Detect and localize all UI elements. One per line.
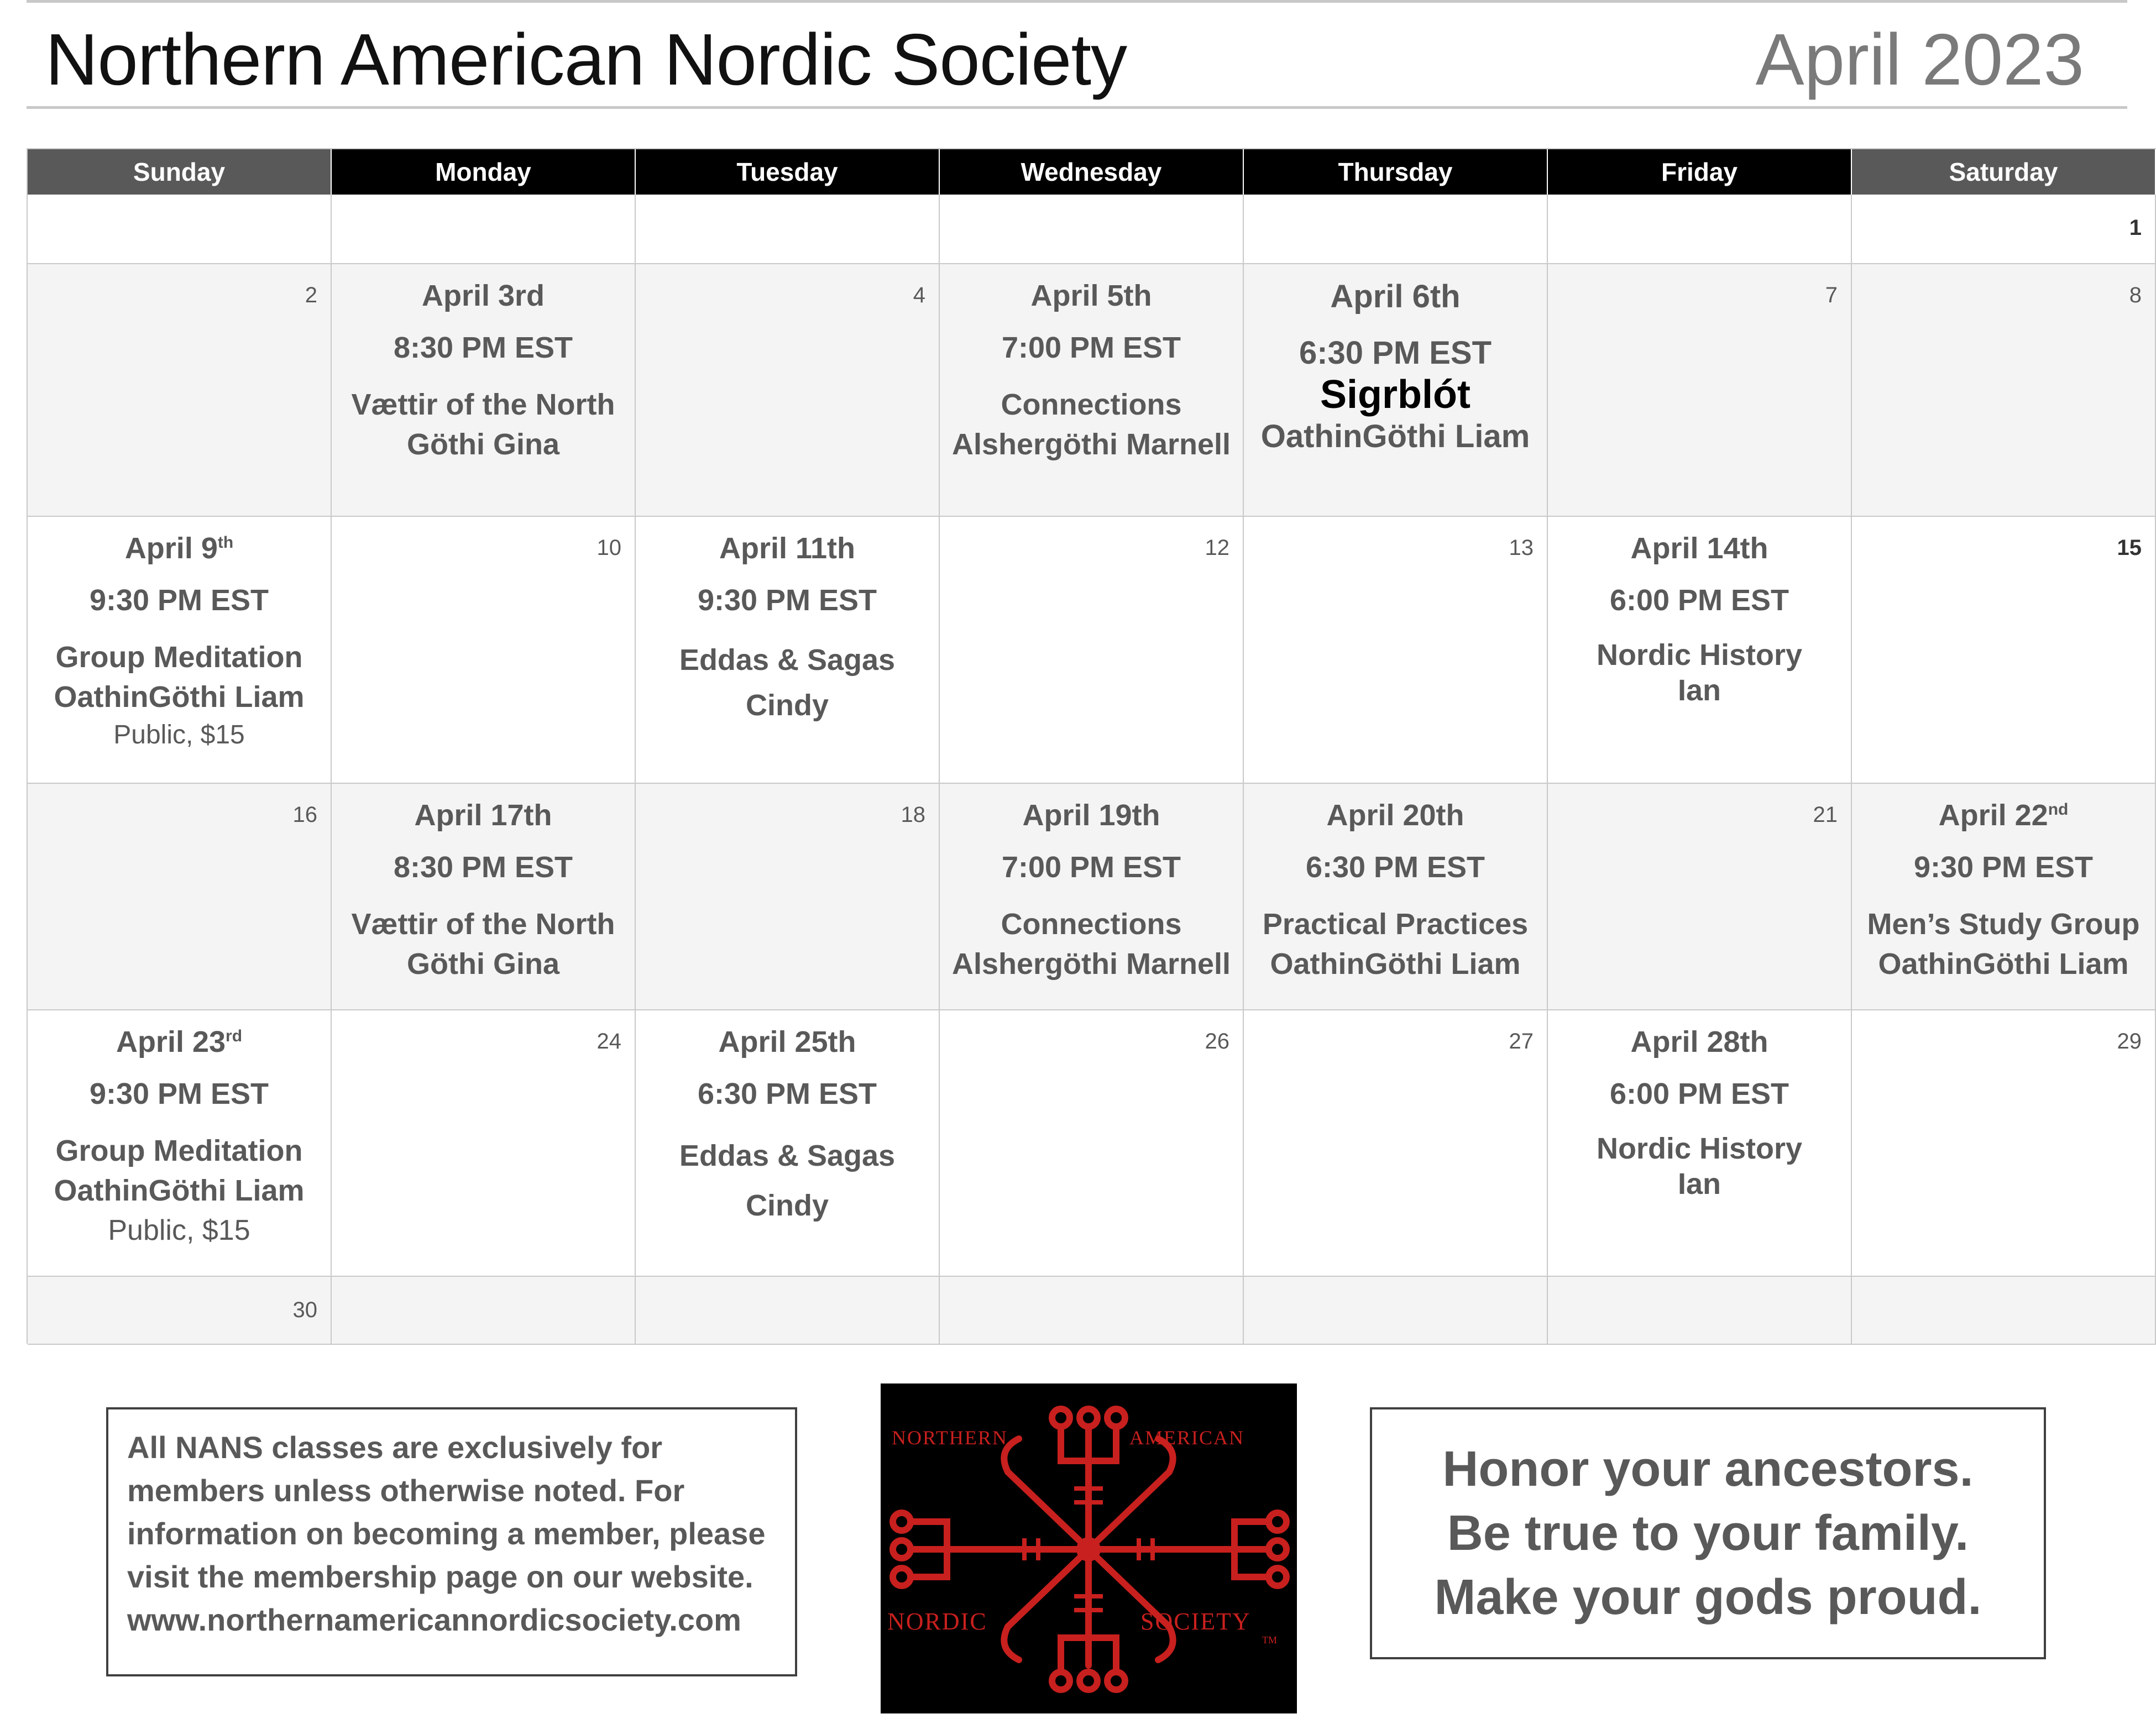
day-number: 2 bbox=[305, 283, 317, 307]
month-title: April 2023 bbox=[1755, 19, 2084, 100]
event-apr17 bbox=[332, 800, 635, 984]
motto-line: Be true to your family. bbox=[1447, 1506, 1969, 1561]
day-number: 4 bbox=[913, 283, 925, 307]
event-class: Practical Practices bbox=[1262, 908, 1529, 941]
event-apr28 bbox=[1548, 1027, 1851, 1202]
day-number: 10 bbox=[596, 536, 621, 560]
day-cell-6 bbox=[1244, 264, 1548, 517]
event-teacher: Alshergöthi Marnell bbox=[951, 428, 1231, 461]
membership-notice bbox=[106, 1407, 797, 1676]
page-title: Northern American Nordic Society bbox=[45, 19, 1127, 100]
logo-text-nordic: NORDIC bbox=[887, 1608, 987, 1635]
event-class: Nordic History bbox=[1596, 638, 1803, 672]
day-cell-1 bbox=[1852, 195, 2156, 264]
day-cell-11 bbox=[636, 517, 940, 784]
event-time: 7:00 PM EST bbox=[1001, 331, 1181, 364]
event-time: 8:30 PM EST bbox=[393, 851, 573, 884]
event-apr5 bbox=[940, 281, 1243, 464]
event-time: 9:30 PM EST bbox=[89, 1077, 269, 1110]
day-cell-25 bbox=[636, 1010, 940, 1277]
day-number: 12 bbox=[1205, 536, 1229, 560]
event-teacher: OathinGöthi Liam bbox=[54, 1174, 305, 1207]
event-date: April 22nd bbox=[1938, 799, 2069, 832]
day-number: 29 bbox=[2117, 1029, 2142, 1054]
day-cell-2 bbox=[28, 264, 332, 517]
day-cell-18 bbox=[636, 784, 940, 1010]
event-note: Public, $15 bbox=[108, 1214, 250, 1246]
day-cell-17 bbox=[332, 784, 636, 1010]
event-teacher: Cindy bbox=[745, 689, 829, 722]
logo-trademark: TM bbox=[1262, 1634, 1277, 1645]
event-class: Connections bbox=[1001, 388, 1182, 421]
calendar-grid bbox=[27, 148, 2156, 1344]
event-date: April 25th bbox=[718, 1025, 856, 1058]
event-class: Group Meditation bbox=[55, 1134, 303, 1167]
event-class: Group Meditation bbox=[55, 641, 303, 674]
notice-line: information on becoming a member, please bbox=[127, 1516, 766, 1551]
event-teacher: OathinGöthi Liam bbox=[1878, 947, 2129, 981]
event-date: April 5th bbox=[1030, 279, 1152, 312]
day-number: 7 bbox=[1825, 283, 1838, 307]
event-apr20 bbox=[1244, 800, 1547, 984]
event-class: Connections bbox=[1001, 908, 1182, 941]
day-cell-empty bbox=[1548, 195, 1852, 264]
title-rule bbox=[27, 106, 2127, 109]
day-number: 8 bbox=[2129, 283, 2142, 307]
day-cell-empty bbox=[1244, 195, 1548, 264]
event-time: 6:00 PM EST bbox=[1609, 1077, 1789, 1110]
event-time: 9:30 PM EST bbox=[1913, 851, 2094, 884]
day-cell-28 bbox=[1548, 1010, 1852, 1277]
day-cell-15 bbox=[1852, 517, 2156, 784]
weekday-header-friday: Friday bbox=[1548, 149, 1852, 195]
event-date: April 17th bbox=[414, 799, 552, 832]
event-time: 6:30 PM EST bbox=[1305, 851, 1485, 884]
event-class: Vættir of the North bbox=[351, 388, 615, 421]
day-cell-empty bbox=[940, 1277, 1244, 1345]
event-apr3 bbox=[332, 281, 635, 464]
day-cell-23 bbox=[28, 1010, 332, 1277]
logo-text-society: SOCIETY bbox=[1140, 1608, 1251, 1635]
event-class: Nordic History bbox=[1596, 1132, 1803, 1165]
day-cell-26 bbox=[940, 1010, 1244, 1277]
weekday-header-tuesday: Tuesday bbox=[636, 149, 940, 195]
event-time: 9:30 PM EST bbox=[89, 584, 269, 617]
event-apr22 bbox=[1852, 800, 2155, 984]
day-cell-21 bbox=[1548, 784, 1852, 1010]
event-date: April 28th bbox=[1630, 1025, 1768, 1058]
day-cell-empty bbox=[1852, 1277, 2156, 1345]
event-apr9 bbox=[28, 533, 331, 753]
day-cell-8 bbox=[1852, 264, 2156, 517]
weekday-header-monday: Monday bbox=[332, 149, 636, 195]
day-cell-19 bbox=[940, 784, 1244, 1010]
event-class: Eddas & Sagas bbox=[679, 643, 896, 677]
motto-line: Honor your ancestors. bbox=[1442, 1442, 1974, 1497]
day-cell-13 bbox=[1244, 517, 1548, 784]
event-date: April 19th bbox=[1022, 799, 1160, 832]
day-cell-3 bbox=[332, 264, 636, 517]
notice-line: All NANS classes are exclusively for bbox=[127, 1430, 663, 1465]
day-cell-empty bbox=[636, 195, 940, 264]
motto-box bbox=[1370, 1407, 2046, 1659]
weekday-header-wednesday: Wednesday bbox=[940, 149, 1244, 195]
event-teacher: OathinGöthi Liam bbox=[1260, 418, 1530, 454]
day-cell-empty bbox=[332, 195, 636, 264]
notice-line: visit the membership page on our website. bbox=[127, 1559, 753, 1594]
event-time: 9:30 PM EST bbox=[697, 584, 877, 617]
day-number: 24 bbox=[596, 1029, 621, 1054]
event-teacher: Cindy bbox=[745, 1189, 829, 1222]
day-cell-empty bbox=[1244, 1277, 1548, 1345]
day-cell-20 bbox=[1244, 784, 1548, 1010]
day-cell-27 bbox=[1244, 1010, 1548, 1277]
event-teacher: OathinGöthi Liam bbox=[54, 680, 305, 714]
top-rule bbox=[27, 0, 2127, 3]
event-time: 7:00 PM EST bbox=[1001, 851, 1181, 884]
event-apr6 bbox=[1244, 281, 1547, 459]
day-cell-empty bbox=[332, 1277, 636, 1345]
event-date: April 6th bbox=[1330, 279, 1461, 315]
event-date: April 20th bbox=[1326, 799, 1464, 832]
event-date: April 11th bbox=[719, 532, 856, 565]
event-teacher: Ian bbox=[1677, 674, 1721, 707]
day-cell-empty bbox=[636, 1277, 940, 1345]
helm-of-awe-icon bbox=[881, 1383, 1297, 1713]
day-number: 1 bbox=[2129, 216, 2142, 240]
event-teacher: Alshergöthi Marnell bbox=[951, 947, 1231, 981]
event-class: Men’s Study Group bbox=[1867, 908, 2140, 941]
event-teacher: Göthi Gina bbox=[407, 428, 559, 461]
day-number: 15 bbox=[2117, 536, 2142, 560]
event-class: Sigrblót bbox=[1320, 373, 1471, 417]
day-number: 13 bbox=[1509, 536, 1534, 560]
event-apr25 bbox=[636, 1027, 939, 1230]
event-date: April 23rd bbox=[116, 1025, 243, 1058]
day-cell-5 bbox=[940, 264, 1244, 517]
event-teacher: Ian bbox=[1677, 1167, 1721, 1201]
day-number: 26 bbox=[1205, 1029, 1229, 1054]
event-apr23 bbox=[28, 1027, 331, 1250]
event-apr11 bbox=[636, 533, 939, 728]
logo-text-american: AMERICAN bbox=[1129, 1427, 1245, 1449]
day-cell-24 bbox=[332, 1010, 636, 1277]
event-time: 6:00 PM EST bbox=[1609, 584, 1789, 617]
event-date: April 3rd bbox=[421, 279, 545, 312]
event-time: 6:30 PM EST bbox=[1299, 335, 1492, 371]
day-number: 18 bbox=[901, 803, 925, 827]
day-number: 27 bbox=[1509, 1029, 1534, 1054]
event-class: Eddas & Sagas bbox=[679, 1139, 896, 1172]
day-number: 21 bbox=[1813, 803, 1838, 827]
day-cell-9 bbox=[28, 517, 332, 784]
day-cell-4 bbox=[636, 264, 940, 517]
day-cell-7 bbox=[1548, 264, 1852, 517]
event-time: 8:30 PM EST bbox=[393, 331, 573, 364]
society-logo bbox=[881, 1383, 1297, 1713]
day-cell-12 bbox=[940, 517, 1244, 784]
day-cell-10 bbox=[332, 517, 636, 784]
event-class: Vættir of the North bbox=[351, 908, 615, 941]
day-cell-22 bbox=[1852, 784, 2156, 1010]
event-teacher: Göthi Gina bbox=[407, 947, 559, 981]
event-note: Public, $15 bbox=[113, 720, 245, 750]
weekday-header-sunday: Sunday bbox=[28, 149, 332, 195]
event-teacher: OathinGöthi Liam bbox=[1270, 947, 1521, 981]
day-cell-empty bbox=[940, 195, 1244, 264]
website-link[interactable]: www.northernamericannordicsociety.com bbox=[127, 1602, 741, 1637]
day-number: 30 bbox=[292, 1298, 317, 1322]
motto-line: Make your gods proud. bbox=[1434, 1570, 1982, 1625]
day-cell-empty bbox=[1548, 1277, 1852, 1345]
day-cell-29 bbox=[1852, 1010, 2156, 1277]
day-cell-30 bbox=[28, 1277, 332, 1345]
event-apr14 bbox=[1548, 533, 1851, 708]
event-apr19 bbox=[940, 800, 1243, 984]
event-date: April 9th bbox=[124, 532, 234, 565]
day-number: 16 bbox=[292, 803, 317, 827]
event-date: April 14th bbox=[1630, 532, 1768, 565]
day-cell-14 bbox=[1548, 517, 1852, 784]
logo-text-northern: NORTHERN bbox=[892, 1427, 1008, 1449]
weekday-header-thursday: Thursday bbox=[1244, 149, 1548, 195]
weekday-header-saturday: Saturday bbox=[1852, 149, 2156, 195]
day-cell-empty bbox=[28, 195, 332, 264]
event-time: 6:30 PM EST bbox=[697, 1077, 877, 1110]
notice-line: members unless otherwise noted. For bbox=[127, 1473, 685, 1508]
day-cell-16 bbox=[28, 784, 332, 1010]
